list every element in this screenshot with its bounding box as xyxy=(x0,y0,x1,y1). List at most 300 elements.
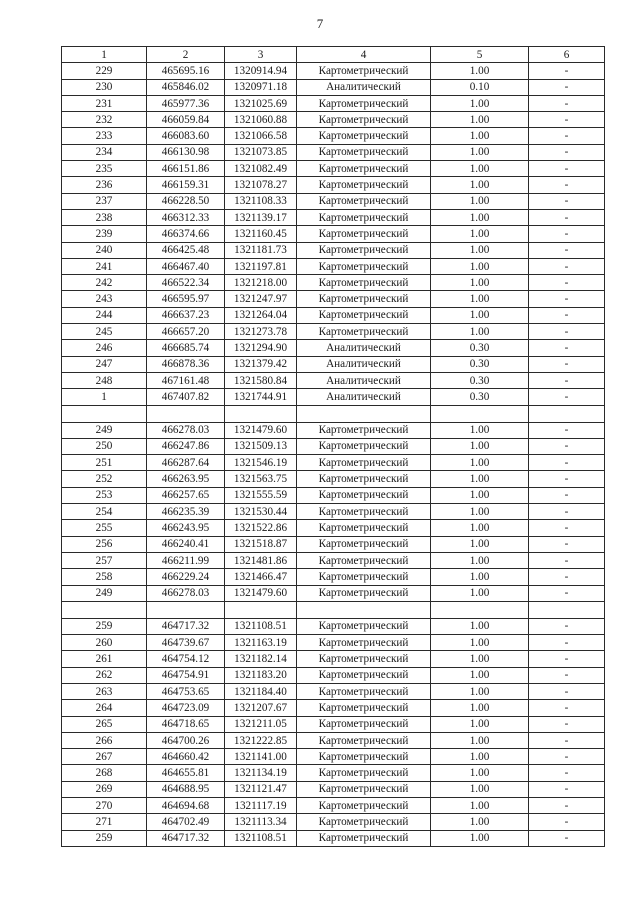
point-number-cell: 239 xyxy=(62,226,147,242)
table-row xyxy=(62,209,605,225)
point-number-cell: 236 xyxy=(62,177,147,193)
table-row xyxy=(62,275,605,291)
y-coordinate-cell: 1321141.00 xyxy=(225,749,297,765)
table-row xyxy=(62,438,605,454)
x-coordinate-cell: 466685.74 xyxy=(147,340,225,356)
accuracy-cell: 1.00 xyxy=(431,552,529,568)
point-number-cell: 240 xyxy=(62,242,147,258)
method-cell: Картометрический xyxy=(297,552,431,568)
x-coordinate-cell: 464655.81 xyxy=(147,765,225,781)
accuracy-cell: 1.00 xyxy=(431,618,529,634)
note-cell: - xyxy=(529,455,605,471)
accuracy-cell: 1.00 xyxy=(431,700,529,716)
y-coordinate-cell: 1321211.05 xyxy=(225,716,297,732)
note-cell: - xyxy=(529,79,605,95)
table-row xyxy=(62,307,605,323)
x-coordinate-cell: 466657.20 xyxy=(147,324,225,340)
x-coordinate-cell: 466240.41 xyxy=(147,536,225,552)
method-cell: Картометрический xyxy=(297,830,431,846)
x-coordinate-cell: 466243.95 xyxy=(147,520,225,536)
y-coordinate-cell: 1321113.34 xyxy=(225,814,297,830)
point-number-cell: 266 xyxy=(62,732,147,748)
group-separator-row xyxy=(62,601,605,618)
table-row xyxy=(62,95,605,111)
table-row xyxy=(62,161,605,177)
column-header-1: 1 xyxy=(62,47,147,63)
accuracy-cell: 1.00 xyxy=(431,814,529,830)
x-coordinate-cell: 464702.49 xyxy=(147,814,225,830)
note-cell: - xyxy=(529,209,605,225)
y-coordinate-cell: 1321273.78 xyxy=(225,324,297,340)
point-number-cell: 262 xyxy=(62,667,147,683)
y-coordinate-cell: 1321294.90 xyxy=(225,340,297,356)
accuracy-cell: 1.00 xyxy=(431,520,529,536)
y-coordinate-cell: 1321744.91 xyxy=(225,389,297,405)
method-cell: Картометрический xyxy=(297,177,431,193)
point-number-cell: 259 xyxy=(62,830,147,846)
accuracy-cell: 1.00 xyxy=(431,585,529,601)
point-number-cell: 265 xyxy=(62,716,147,732)
y-coordinate-cell: 1321481.86 xyxy=(225,552,297,568)
method-cell: Картометрический xyxy=(297,635,431,651)
accuracy-cell: 1.00 xyxy=(431,242,529,258)
group-separator-row xyxy=(62,405,605,422)
y-coordinate-cell: 1321518.87 xyxy=(225,536,297,552)
note-cell: - xyxy=(529,258,605,274)
accuracy-cell: 1.00 xyxy=(431,422,529,438)
point-number-cell: 251 xyxy=(62,455,147,471)
point-number-cell: 269 xyxy=(62,781,147,797)
y-coordinate-cell: 1320971.18 xyxy=(225,79,297,95)
note-cell: - xyxy=(529,765,605,781)
table-row xyxy=(62,258,605,274)
note-cell: - xyxy=(529,161,605,177)
empty-cell xyxy=(225,601,297,618)
x-coordinate-cell: 466878.36 xyxy=(147,356,225,372)
y-coordinate-cell: 1321555.59 xyxy=(225,487,297,503)
x-coordinate-cell: 466059.84 xyxy=(147,112,225,128)
x-coordinate-cell: 464660.42 xyxy=(147,749,225,765)
y-coordinate-cell: 1321134.19 xyxy=(225,765,297,781)
empty-cell xyxy=(147,601,225,618)
x-coordinate-cell: 464723.09 xyxy=(147,700,225,716)
method-cell: Картометрический xyxy=(297,112,431,128)
method-cell: Картометрический xyxy=(297,144,431,160)
accuracy-cell: 1.00 xyxy=(431,798,529,814)
table-row xyxy=(62,716,605,732)
y-coordinate-cell: 1321530.44 xyxy=(225,504,297,520)
accuracy-cell: 0.10 xyxy=(431,79,529,95)
point-number-cell: 249 xyxy=(62,585,147,601)
method-cell: Картометрический xyxy=(297,700,431,716)
empty-cell xyxy=(62,601,147,618)
note-cell: - xyxy=(529,193,605,209)
x-coordinate-cell: 464753.65 xyxy=(147,683,225,699)
point-number-cell: 238 xyxy=(62,209,147,225)
note-cell: - xyxy=(529,536,605,552)
table-row xyxy=(62,667,605,683)
point-number-cell: 245 xyxy=(62,324,147,340)
x-coordinate-cell: 464718.65 xyxy=(147,716,225,732)
table-row xyxy=(62,112,605,128)
y-coordinate-cell: 1321379.42 xyxy=(225,356,297,372)
column-header-5: 5 xyxy=(431,47,529,63)
accuracy-cell: 1.00 xyxy=(431,716,529,732)
accuracy-cell: 0.30 xyxy=(431,389,529,405)
y-coordinate-cell: 1321082.49 xyxy=(225,161,297,177)
table-row xyxy=(62,356,605,372)
note-cell: - xyxy=(529,438,605,454)
note-cell: - xyxy=(529,732,605,748)
method-cell: Картометрический xyxy=(297,63,431,79)
point-number-cell: 235 xyxy=(62,161,147,177)
x-coordinate-cell: 467407.82 xyxy=(147,389,225,405)
point-number-cell: 247 xyxy=(62,356,147,372)
accuracy-cell: 1.00 xyxy=(431,536,529,552)
y-coordinate-cell: 1321163.19 xyxy=(225,635,297,651)
empty-cell xyxy=(529,601,605,618)
method-cell: Аналитический xyxy=(297,79,431,95)
method-cell: Аналитический xyxy=(297,389,431,405)
note-cell: - xyxy=(529,275,605,291)
x-coordinate-cell: 466522.34 xyxy=(147,275,225,291)
accuracy-cell: 1.00 xyxy=(431,781,529,797)
x-coordinate-cell: 466278.03 xyxy=(147,422,225,438)
method-cell: Картометрический xyxy=(297,324,431,340)
x-coordinate-cell: 464754.12 xyxy=(147,651,225,667)
table-row xyxy=(62,144,605,160)
y-coordinate-cell: 1321479.60 xyxy=(225,585,297,601)
table-row xyxy=(62,487,605,503)
x-coordinate-cell: 464694.68 xyxy=(147,798,225,814)
accuracy-cell: 1.00 xyxy=(431,161,529,177)
column-header-2: 2 xyxy=(147,47,225,63)
y-coordinate-cell: 1321117.19 xyxy=(225,798,297,814)
y-coordinate-cell: 1321522.86 xyxy=(225,520,297,536)
method-cell: Картометрический xyxy=(297,716,431,732)
table-row xyxy=(62,520,605,536)
x-coordinate-cell: 466247.86 xyxy=(147,438,225,454)
accuracy-cell: 1.00 xyxy=(431,471,529,487)
point-number-cell: 237 xyxy=(62,193,147,209)
accuracy-cell: 1.00 xyxy=(431,455,529,471)
y-coordinate-cell: 1321139.17 xyxy=(225,209,297,225)
point-number-cell: 243 xyxy=(62,291,147,307)
note-cell: - xyxy=(529,471,605,487)
column-header-4: 4 xyxy=(297,47,431,63)
note-cell: - xyxy=(529,749,605,765)
note-cell: - xyxy=(529,618,605,634)
note-cell: - xyxy=(529,356,605,372)
x-coordinate-cell: 466235.39 xyxy=(147,504,225,520)
note-cell: - xyxy=(529,112,605,128)
y-coordinate-cell: 1321182.14 xyxy=(225,651,297,667)
point-number-cell: 234 xyxy=(62,144,147,160)
table-row xyxy=(62,765,605,781)
table-row xyxy=(62,683,605,699)
method-cell: Картометрический xyxy=(297,487,431,503)
x-coordinate-cell: 466257.65 xyxy=(147,487,225,503)
note-cell: - xyxy=(529,128,605,144)
point-number-cell: 242 xyxy=(62,275,147,291)
accuracy-cell: 1.00 xyxy=(431,324,529,340)
accuracy-cell: 1.00 xyxy=(431,683,529,699)
method-cell: Картометрический xyxy=(297,307,431,323)
accuracy-cell: 1.00 xyxy=(431,226,529,242)
method-cell: Картометрический xyxy=(297,520,431,536)
point-number-cell: 229 xyxy=(62,63,147,79)
empty-cell xyxy=(431,601,529,618)
accuracy-cell: 1.00 xyxy=(431,275,529,291)
y-coordinate-cell: 1321025.69 xyxy=(225,95,297,111)
y-coordinate-cell: 1321264.04 xyxy=(225,307,297,323)
table-row xyxy=(62,79,605,95)
point-number-cell: 261 xyxy=(62,651,147,667)
y-coordinate-cell: 1321108.33 xyxy=(225,193,297,209)
point-number-cell: 253 xyxy=(62,487,147,503)
empty-cell xyxy=(147,405,225,422)
x-coordinate-cell: 466228.50 xyxy=(147,193,225,209)
table-row xyxy=(62,372,605,388)
x-coordinate-cell: 466130.98 xyxy=(147,144,225,160)
accuracy-cell: 1.00 xyxy=(431,258,529,274)
accuracy-cell: 1.00 xyxy=(431,487,529,503)
accuracy-cell: 1.00 xyxy=(431,307,529,323)
method-cell: Картометрический xyxy=(297,209,431,225)
accuracy-cell: 0.30 xyxy=(431,340,529,356)
y-coordinate-cell: 1321108.51 xyxy=(225,618,297,634)
table-row xyxy=(62,749,605,765)
accuracy-cell: 1.00 xyxy=(431,144,529,160)
header-row xyxy=(62,47,605,63)
accuracy-cell: 1.00 xyxy=(431,438,529,454)
note-cell: - xyxy=(529,504,605,520)
note-cell: - xyxy=(529,520,605,536)
method-cell: Картометрический xyxy=(297,128,431,144)
x-coordinate-cell: 466595.97 xyxy=(147,291,225,307)
point-number-cell: 248 xyxy=(62,372,147,388)
table-row xyxy=(62,781,605,797)
table-row xyxy=(62,814,605,830)
note-cell: - xyxy=(529,667,605,683)
x-coordinate-cell: 466287.64 xyxy=(147,455,225,471)
point-number-cell: 246 xyxy=(62,340,147,356)
accuracy-cell: 1.00 xyxy=(431,749,529,765)
coordinates-table xyxy=(61,46,605,847)
table-row xyxy=(62,291,605,307)
table-row xyxy=(62,536,605,552)
method-cell: Аналитический xyxy=(297,356,431,372)
method-cell: Картометрический xyxy=(297,618,431,634)
table-row xyxy=(62,422,605,438)
method-cell: Картометрический xyxy=(297,569,431,585)
note-cell: - xyxy=(529,651,605,667)
table-row xyxy=(62,552,605,568)
accuracy-cell: 1.00 xyxy=(431,209,529,225)
note-cell: - xyxy=(529,144,605,160)
point-number-cell: 250 xyxy=(62,438,147,454)
point-number-cell: 231 xyxy=(62,95,147,111)
x-coordinate-cell: 464717.32 xyxy=(147,830,225,846)
note-cell: - xyxy=(529,291,605,307)
y-coordinate-cell: 1321479.60 xyxy=(225,422,297,438)
y-coordinate-cell: 1321183.20 xyxy=(225,667,297,683)
table-row xyxy=(62,585,605,601)
accuracy-cell: 1.00 xyxy=(431,291,529,307)
accuracy-cell: 0.30 xyxy=(431,372,529,388)
table-row xyxy=(62,618,605,634)
y-coordinate-cell: 1321580.84 xyxy=(225,372,297,388)
table-row xyxy=(62,635,605,651)
method-cell: Картометрический xyxy=(297,438,431,454)
note-cell: - xyxy=(529,585,605,601)
point-number-cell: 263 xyxy=(62,683,147,699)
note-cell: - xyxy=(529,242,605,258)
table-row xyxy=(62,569,605,585)
note-cell: - xyxy=(529,389,605,405)
point-number-cell: 252 xyxy=(62,471,147,487)
y-coordinate-cell: 1321218.00 xyxy=(225,275,297,291)
y-coordinate-cell: 1321546.19 xyxy=(225,455,297,471)
point-number-cell: 260 xyxy=(62,635,147,651)
method-cell: Картометрический xyxy=(297,275,431,291)
y-coordinate-cell: 1321181.73 xyxy=(225,242,297,258)
note-cell: - xyxy=(529,814,605,830)
y-coordinate-cell: 1321466.47 xyxy=(225,569,297,585)
x-coordinate-cell: 466159.31 xyxy=(147,177,225,193)
accuracy-cell: 1.00 xyxy=(431,651,529,667)
empty-cell xyxy=(431,405,529,422)
y-coordinate-cell: 1321160.45 xyxy=(225,226,297,242)
point-number-cell: 1 xyxy=(62,389,147,405)
method-cell: Картометрический xyxy=(297,814,431,830)
y-coordinate-cell: 1321078.27 xyxy=(225,177,297,193)
accuracy-cell: 1.00 xyxy=(431,193,529,209)
column-header-3: 3 xyxy=(225,47,297,63)
y-coordinate-cell: 1321184.40 xyxy=(225,683,297,699)
y-coordinate-cell: 1321197.81 xyxy=(225,258,297,274)
y-coordinate-cell: 1321247.97 xyxy=(225,291,297,307)
method-cell: Картометрический xyxy=(297,781,431,797)
method-cell: Картометрический xyxy=(297,226,431,242)
accuracy-cell: 1.00 xyxy=(431,112,529,128)
accuracy-cell: 1.00 xyxy=(431,504,529,520)
x-coordinate-cell: 465695.16 xyxy=(147,63,225,79)
x-coordinate-cell: 466151.86 xyxy=(147,161,225,177)
method-cell: Картометрический xyxy=(297,683,431,699)
point-number-cell: 254 xyxy=(62,504,147,520)
method-cell: Картометрический xyxy=(297,193,431,209)
note-cell: - xyxy=(529,798,605,814)
table-row xyxy=(62,63,605,79)
note-cell: - xyxy=(529,569,605,585)
x-coordinate-cell: 465977.36 xyxy=(147,95,225,111)
x-coordinate-cell: 466425.48 xyxy=(147,242,225,258)
x-coordinate-cell: 466083.60 xyxy=(147,128,225,144)
point-number-cell: 230 xyxy=(62,79,147,95)
point-number-cell: 267 xyxy=(62,749,147,765)
x-coordinate-cell: 466263.95 xyxy=(147,471,225,487)
note-cell: - xyxy=(529,177,605,193)
point-number-cell: 264 xyxy=(62,700,147,716)
point-number-cell: 271 xyxy=(62,814,147,830)
method-cell: Картометрический xyxy=(297,765,431,781)
method-cell: Картометрический xyxy=(297,732,431,748)
method-cell: Картометрический xyxy=(297,471,431,487)
empty-cell xyxy=(62,405,147,422)
x-coordinate-cell: 464717.32 xyxy=(147,618,225,634)
table-row xyxy=(62,242,605,258)
method-cell: Картометрический xyxy=(297,455,431,471)
note-cell: - xyxy=(529,226,605,242)
table-row xyxy=(62,455,605,471)
x-coordinate-cell: 465846.02 xyxy=(147,79,225,95)
table-row xyxy=(62,651,605,667)
note-cell: - xyxy=(529,324,605,340)
x-coordinate-cell: 464754.91 xyxy=(147,667,225,683)
x-coordinate-cell: 466637.23 xyxy=(147,307,225,323)
y-coordinate-cell: 1321207.67 xyxy=(225,700,297,716)
note-cell: - xyxy=(529,716,605,732)
point-number-cell: 256 xyxy=(62,536,147,552)
point-number-cell: 241 xyxy=(62,258,147,274)
table-row xyxy=(62,700,605,716)
table-row xyxy=(62,128,605,144)
method-cell: Картометрический xyxy=(297,258,431,274)
table-row xyxy=(62,732,605,748)
x-coordinate-cell: 466374.66 xyxy=(147,226,225,242)
y-coordinate-cell: 1321121.47 xyxy=(225,781,297,797)
y-coordinate-cell: 1321060.88 xyxy=(225,112,297,128)
empty-cell xyxy=(225,405,297,422)
x-coordinate-cell: 466467.40 xyxy=(147,258,225,274)
method-cell: Картометрический xyxy=(297,95,431,111)
y-coordinate-cell: 1321222.85 xyxy=(225,732,297,748)
note-cell: - xyxy=(529,552,605,568)
y-coordinate-cell: 1321108.51 xyxy=(225,830,297,846)
empty-cell xyxy=(297,405,431,422)
table-row xyxy=(62,193,605,209)
y-coordinate-cell: 1321509.13 xyxy=(225,438,297,454)
x-coordinate-cell: 466211.99 xyxy=(147,552,225,568)
x-coordinate-cell: 467161.48 xyxy=(147,372,225,388)
table-row xyxy=(62,324,605,340)
point-number-cell: 257 xyxy=(62,552,147,568)
point-number-cell: 233 xyxy=(62,128,147,144)
point-number-cell: 244 xyxy=(62,307,147,323)
table-row xyxy=(62,177,605,193)
note-cell: - xyxy=(529,683,605,699)
method-cell: Аналитический xyxy=(297,340,431,356)
table-body xyxy=(62,63,605,847)
accuracy-cell: 1.00 xyxy=(431,63,529,79)
accuracy-cell: 1.00 xyxy=(431,128,529,144)
point-number-cell: 268 xyxy=(62,765,147,781)
x-coordinate-cell: 466312.33 xyxy=(147,209,225,225)
accuracy-cell: 1.00 xyxy=(431,95,529,111)
empty-cell xyxy=(297,601,431,618)
accuracy-cell: 1.00 xyxy=(431,569,529,585)
x-coordinate-cell: 466229.24 xyxy=(147,569,225,585)
column-header-6: 6 xyxy=(529,47,605,63)
method-cell: Аналитический xyxy=(297,372,431,388)
method-cell: Картометрический xyxy=(297,504,431,520)
y-coordinate-cell: 1320914.94 xyxy=(225,63,297,79)
accuracy-cell: 1.00 xyxy=(431,177,529,193)
note-cell: - xyxy=(529,422,605,438)
note-cell: - xyxy=(529,340,605,356)
note-cell: - xyxy=(529,95,605,111)
